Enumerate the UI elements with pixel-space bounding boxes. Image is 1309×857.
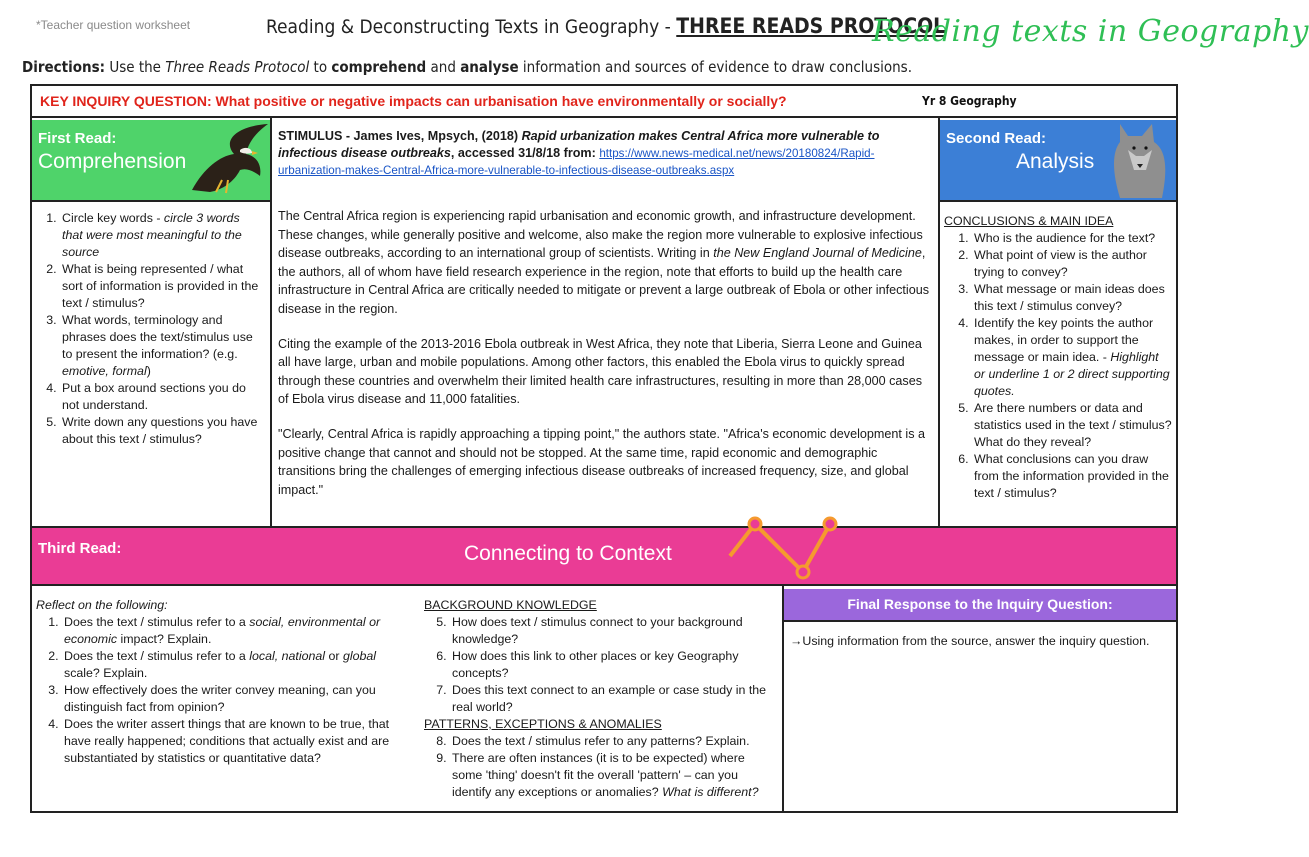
reflect-item bbox=[62, 682, 402, 716]
brand-heading: Reading texts in Geography bbox=[872, 14, 1309, 49]
item-emphasis: global bbox=[342, 649, 377, 663]
title-prefix: Reading & Deconstructing Texts in Geography - bbox=[266, 16, 677, 38]
item-text: Put a box around sections you do not understand. bbox=[62, 381, 246, 412]
third-read-bar bbox=[32, 528, 1176, 584]
item-text: What conclusions can you draw from the information provided in the text / stimulus? bbox=[974, 452, 1169, 500]
directions-protocol: Three Reads Protocol bbox=[165, 58, 310, 76]
title-emphasis: THREE READS PROTOCOL bbox=[676, 14, 946, 38]
stimulus-accessed: , accessed 31/8/18 from: bbox=[450, 146, 600, 160]
item-text-end: ) bbox=[146, 364, 151, 378]
divider-first bbox=[270, 118, 272, 528]
second-read-label: Second Read: bbox=[946, 130, 1047, 147]
first-read-item bbox=[60, 261, 260, 312]
second-read-title: Analysis bbox=[1016, 150, 1095, 173]
reflect-list bbox=[36, 614, 402, 767]
background-knowledge-item: 7. Does this text connect to an example or case study in the real world? bbox=[450, 682, 774, 716]
item-text: There are often instances (it is to be expected) where some 'thing' doesn't fit the overall 'pattern' – can you identify any exceptions or anomalies? bbox=[452, 751, 745, 799]
directions bbox=[22, 58, 912, 76]
inquiry-question: KEY INQUIRY QUESTION: What positive or negative impacts can urbanisation have environmentally or socially? bbox=[40, 93, 787, 109]
divider-third-bottom bbox=[32, 584, 1176, 586]
second-read-item bbox=[972, 400, 1172, 451]
teacher-note: *Teacher question worksheet bbox=[36, 18, 191, 32]
inquiry-row bbox=[32, 86, 1176, 118]
background-knowledge-label: BACKGROUND KNOWLEDGE bbox=[424, 598, 597, 612]
page-title bbox=[266, 14, 945, 38]
item-text: Circle key words - bbox=[62, 211, 164, 225]
divider-second-head bbox=[940, 200, 1176, 202]
background-knowledge-item: 6. How does this link to other places or key Geography concepts? bbox=[450, 648, 774, 682]
final-response-text: →Using information from the source, answer the inquiry question. bbox=[790, 634, 1150, 648]
background-knowledge-list bbox=[424, 614, 774, 716]
patterns-item bbox=[450, 733, 774, 750]
stimulus-author: STIMULUS - James Ives, Mpsych, (2018) bbox=[278, 129, 522, 143]
first-read-list bbox=[34, 210, 260, 448]
second-read-item bbox=[972, 281, 1172, 315]
item-text: impact? Explain. bbox=[117, 632, 212, 646]
directions-text-3: to bbox=[309, 58, 332, 76]
reflect-item bbox=[62, 716, 402, 767]
item-emphasis: circle 3 words that were most meaningful to the source bbox=[62, 211, 242, 259]
first-read-item bbox=[60, 210, 260, 261]
item-text: Does the writer assert things that are known to be true, that have really happened; conditions that actually exist and are substantiated by statistics or quantitative data? bbox=[64, 717, 390, 765]
directions-analyse: analyse bbox=[460, 58, 519, 76]
background-knowledge-item: 5. How does text / stimulus connect to your background knowledge? bbox=[450, 614, 774, 648]
stimulus-paragraph-2: Citing the example of the 2013-2016 Ebola outbreak in West Africa, they note that Liberia, Sierra Leone and Guinea all have large, urban and mobile populations. Among other factors, this enabled the Ebola virus to quickly spread through these countries and overwhelm their limited health care infrastructures, resulting in more than 28,000 cases of Ebola virus disease and 11,000 fatalities. bbox=[278, 336, 923, 407]
item-text: Are there numbers or data and statistics used in the text / stimulus? What do they reveal? bbox=[974, 401, 1172, 449]
stimulus-text bbox=[278, 207, 932, 499]
context-column bbox=[424, 597, 774, 801]
stimulus-paragraph-1 bbox=[278, 207, 932, 319]
directions-text-5: and bbox=[426, 58, 461, 76]
first-read-header bbox=[32, 120, 270, 200]
item-text: What message or main ideas does this text / stimulus convey? bbox=[974, 282, 1165, 313]
third-read-title: Connecting to Context bbox=[464, 542, 672, 565]
item-emphasis: emotive, formal bbox=[62, 364, 147, 378]
first-read-item bbox=[60, 414, 260, 448]
item-text: What words, terminology and phrases does the text/stimulus use to present the information? (e.g. bbox=[62, 313, 253, 361]
directions-comprehend: comprehend bbox=[331, 58, 427, 76]
patterns-item bbox=[450, 750, 774, 801]
directions-text-1: Use the bbox=[105, 58, 166, 76]
reflect-column bbox=[36, 597, 402, 767]
wolf-icon bbox=[1106, 120, 1172, 200]
final-response-title: Final Response to the Inquiry Question: bbox=[847, 596, 1113, 612]
second-read-header bbox=[940, 120, 1176, 200]
second-read-list bbox=[944, 230, 1172, 502]
second-read-body bbox=[944, 213, 1172, 502]
stimulus-panel bbox=[278, 128, 932, 515]
item-text: How effectively does the writer convey meaning, can you distinguish fact from opinion? bbox=[64, 683, 376, 714]
item-text: Who is the audience for the text? bbox=[974, 231, 1156, 245]
stimulus-p1-a: The Central Africa region is experiencing rapid urbanisation and economic growth, and infrastructure development. These changes, while generally positive and welcome, also make the region more vulnerable to explosive infectious disease outbreaks, according to an international group of scientists. Writing in bbox=[278, 209, 923, 261]
divider-final-head bbox=[784, 620, 1176, 622]
first-read-body bbox=[34, 210, 260, 448]
item-text: Does the text / stimulus refer to a bbox=[64, 615, 250, 629]
item-text: Does the text / stimulus refer to any patterns? Explain. bbox=[452, 734, 750, 748]
second-read-item bbox=[972, 247, 1172, 281]
final-response-header bbox=[784, 589, 1176, 620]
item-text: Does the text / stimulus refer to a bbox=[64, 649, 250, 663]
stimulus-citation bbox=[278, 128, 932, 179]
second-read-item bbox=[972, 451, 1172, 502]
stimulus-p1-journal: the New England Journal of Medicine bbox=[713, 246, 922, 261]
first-read-item bbox=[60, 312, 260, 380]
stimulus-paragraph-3: "Clearly, Central Africa is rapidly approaching a tipping point," the authors state. "Africa's economic development is a positive change that cannot and should not be stopped. At the same time, rapid economic and demographic transitions bring the challenges of emerging infectious disease outbreaks of increased frequency, size, and global impact." bbox=[278, 426, 925, 497]
item-emphasis: What is different? bbox=[662, 785, 759, 799]
item-text: Identify the key points the author makes, in order to support the message or main idea. - bbox=[974, 316, 1154, 364]
first-read-item bbox=[60, 380, 260, 414]
second-read-item bbox=[972, 230, 1172, 247]
item-text: Write down any questions you have about this text / stimulus? bbox=[62, 415, 258, 446]
item-text: scale? Explain. bbox=[64, 666, 148, 680]
eagle-icon bbox=[182, 120, 270, 200]
third-read-label: Third Read: bbox=[38, 540, 122, 557]
reflect-label: Reflect on the following: bbox=[36, 598, 168, 612]
first-read-title: Comprehension bbox=[38, 150, 187, 173]
item-emphasis: local, national bbox=[249, 649, 326, 663]
item-emphasis: social, environmental or economic bbox=[64, 615, 381, 646]
directions-text-7: information and sources of evidence to draw conclusions. bbox=[518, 58, 912, 76]
year-label: Yr 8 Geography bbox=[922, 94, 1017, 108]
reflect-item bbox=[62, 614, 402, 648]
connect-line-icon bbox=[712, 514, 872, 584]
second-read-item bbox=[972, 315, 1172, 400]
reflect-item bbox=[62, 648, 402, 682]
stimulus-p1-c: , the authors, all of whom have field research experience in the region, note that efforts to build up the health care infrastructure in Central Africa are critically needed to mitigate or prevent a large outbreak of Ebola or other infectious disease in the region. bbox=[278, 246, 930, 316]
conclusions-label: CONCLUSIONS & MAIN IDEA bbox=[944, 214, 1114, 228]
first-read-label: First Read: bbox=[38, 130, 117, 147]
item-emphasis: Highlight or underline 1 or 2 direct supporting quotes. bbox=[974, 350, 1170, 398]
item-text: What point of view is the author trying to convey? bbox=[974, 248, 1147, 279]
divider-first-head bbox=[32, 200, 270, 202]
patterns-list bbox=[424, 733, 774, 801]
stimulus-link[interactable]: https://www.news-medical.net/news/20180824/Rapid-urbanization-makes-Central-Africa-more-vulnerable-to-infectious-disease-outbreaks.aspx bbox=[278, 147, 875, 177]
item-text: What is being represented / what sort of information is provided in the text / stimulus? bbox=[62, 262, 259, 310]
directions-label: Directions: bbox=[22, 58, 106, 76]
item-text: or bbox=[325, 649, 343, 663]
stimulus-article-title: Rapid urbanization makes Central Africa more vulnerable to infectious disease outbreaks bbox=[278, 129, 880, 160]
patterns-label: PATTERNS, EXCEPTIONS & ANOMALIES bbox=[424, 717, 662, 731]
